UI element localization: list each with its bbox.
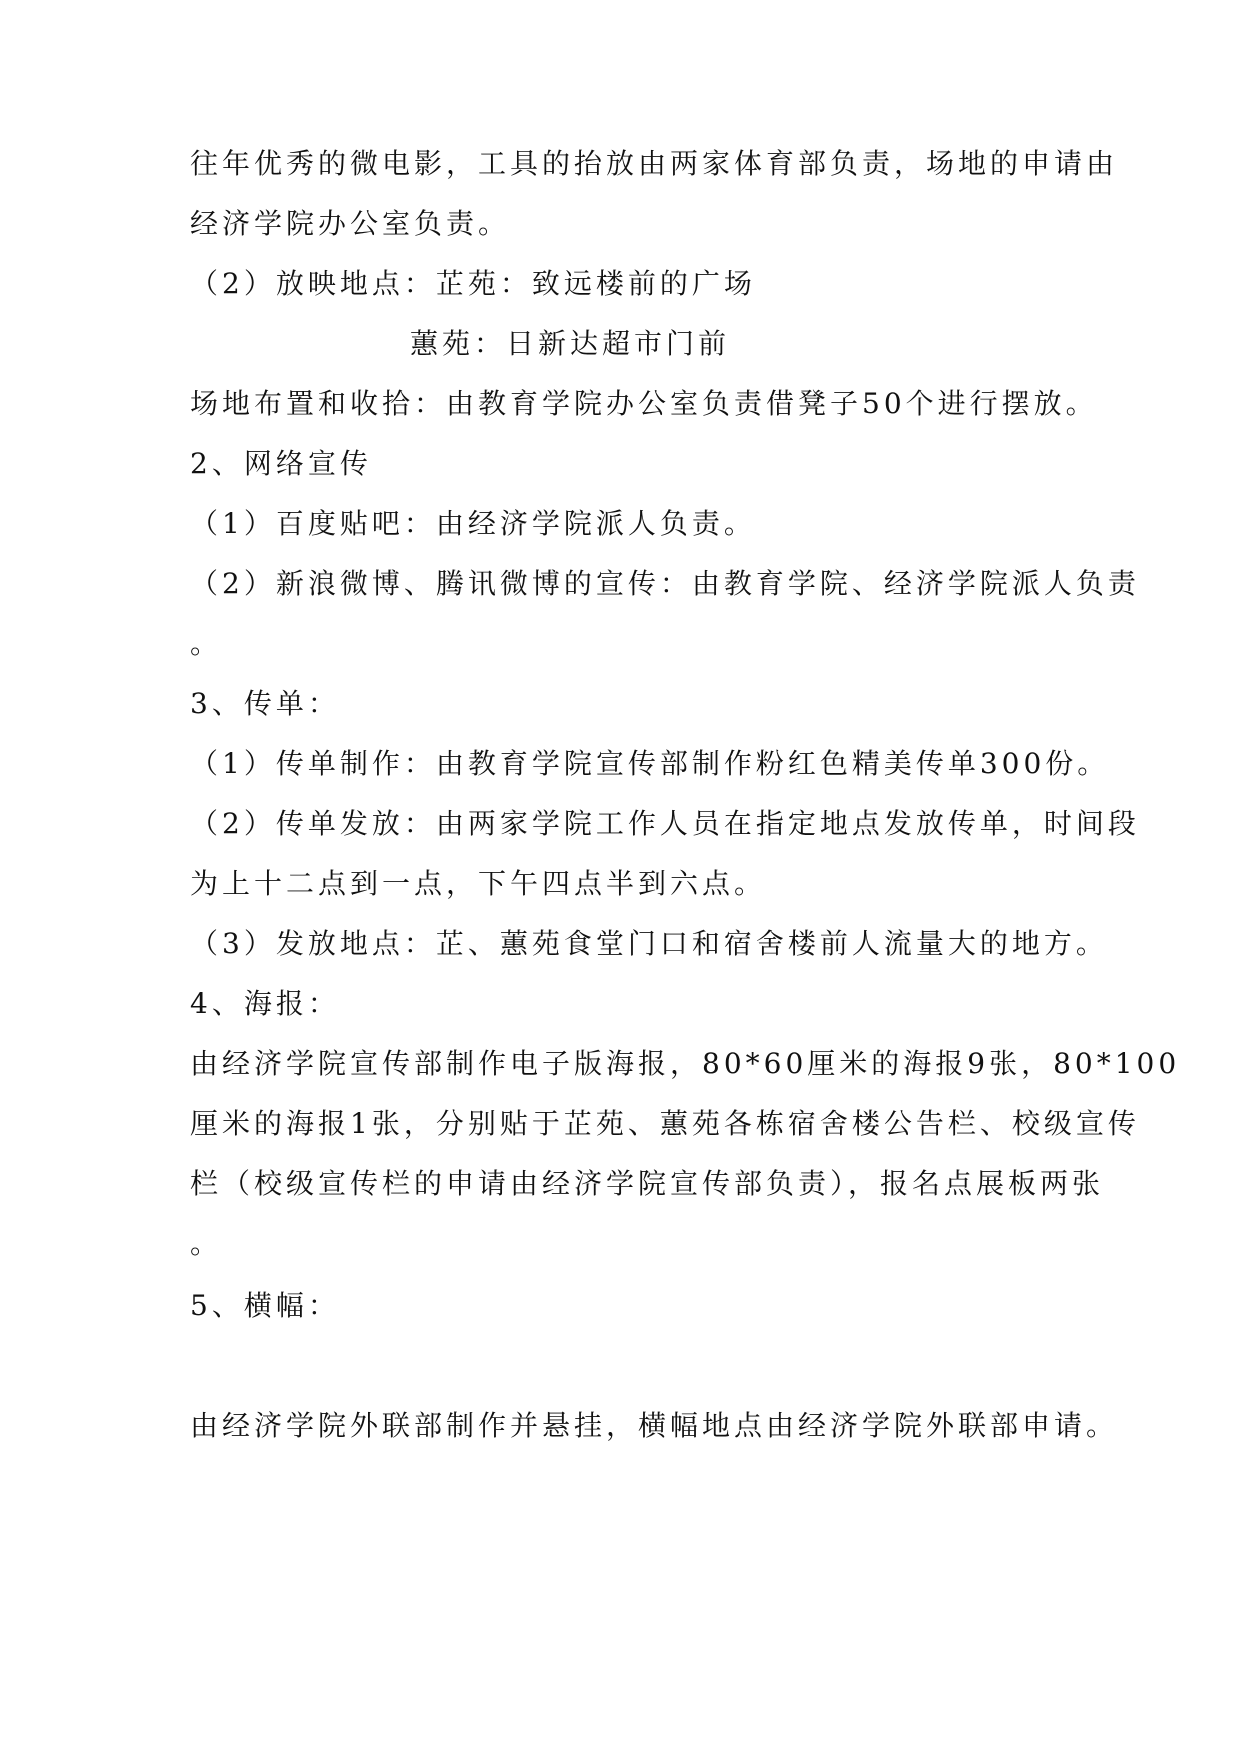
text-line: （1）百度贴吧：由经济学院派人负责。 <box>190 507 756 540</box>
text-line: 场地布置和收拾：由教育学院办公室负责借凳子50个进行摆放。 <box>190 387 1098 420</box>
section-heading: 5、横幅： <box>190 1289 340 1322</box>
text-line: 经济学院办公室负责。 <box>190 207 511 240</box>
section-heading: 2、网络宣传 <box>190 447 372 480</box>
text-line: 蕙苑：日新达超市门前 <box>410 327 731 360</box>
text-line: 由经济学院宣传部制作电子版海报，80*60厘米的海报9张，80*100 <box>190 1047 1181 1080</box>
text-line: 。 <box>190 1227 223 1260</box>
text-line: 厘米的海报1张，分别贴于芷苑、蕙苑各栋宿舍楼公告栏、校级宣传 <box>190 1107 1140 1140</box>
text-line: （2）新浪微博、腾讯微博的宣传：由教育学院、经济学院派人负责 <box>190 567 1140 600</box>
text-line: 往年优秀的微电影，工具的抬放由两家体育部负责，场地的申请由 <box>190 147 1119 180</box>
text-line: （1）传单制作：由教育学院宣传部制作粉红色精美传单300份。 <box>190 747 1110 780</box>
text-line: （2）放映地点：芷苑：致远楼前的广场 <box>190 267 756 300</box>
text-line: 由经济学院外联部制作并悬挂，横幅地点由经济学院外联部申请。 <box>190 1409 1119 1442</box>
text-line: （2）传单发放：由两家学院工作人员在指定地点发放传单，时间段 <box>190 807 1140 840</box>
text-line: （3）发放地点：芷、蕙苑食堂门口和宿舍楼前人流量大的地方。 <box>190 927 1108 960</box>
section-heading: 3、传单： <box>190 687 340 720</box>
text-line: 栏（校级宣传栏的申请由经济学院宣传部负责），报名点展板两张 <box>190 1167 1105 1200</box>
text-line: 。 <box>190 627 223 660</box>
text-line: 为上十二点到一点，下午四点半到六点。 <box>190 867 767 900</box>
section-heading: 4、海报： <box>190 987 340 1020</box>
